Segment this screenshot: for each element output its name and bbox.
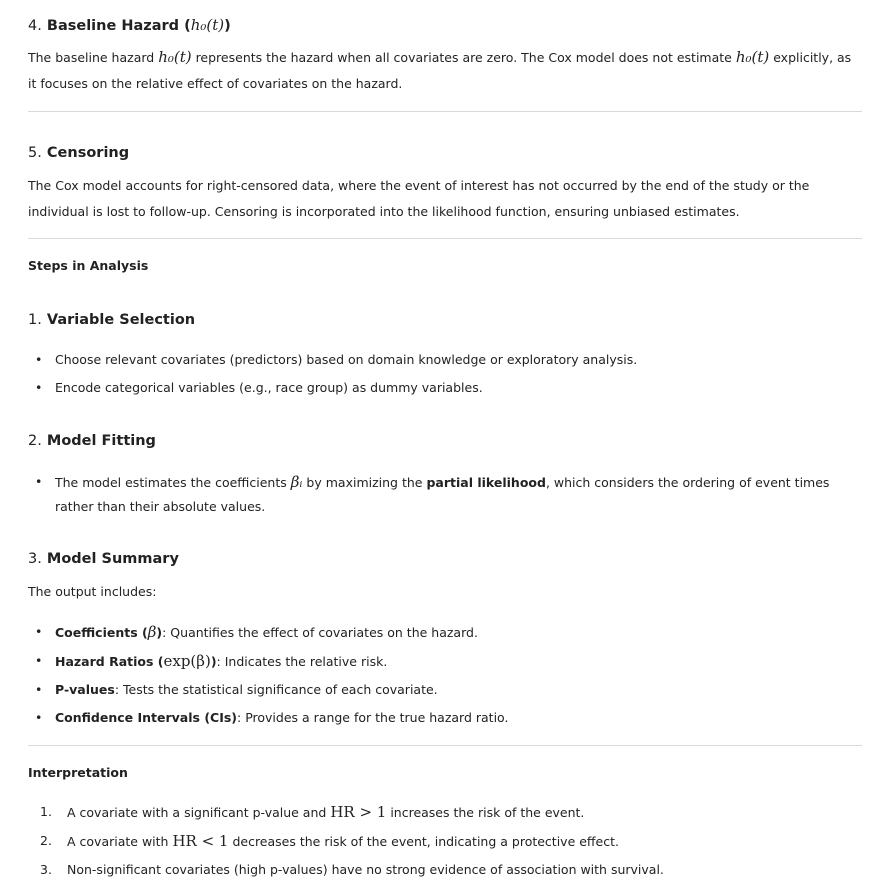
section-heading-baseline-hazard: 4. Baseline Hazard (h₀(t)) (28, 16, 231, 34)
list-item: • Choose relevant covariates (predictors) based on domain knowledge or exploratory analysis. (28, 346, 862, 374)
censoring-paragraph: The Cox model accounts for right-censored data, where the event of interest has not occurred by the end of the study or the individual is lost to follow-up. Censoring is incorporated into the likelihood function, ensuring unbiased estimates. (28, 178, 810, 219)
steps-heading: Steps in Analysis (28, 258, 149, 273)
list-item: • The model estimates the coefficients βᵢ by maximizing the partial likelihood, which considers the ordering of event times rather than their absolute values. (28, 470, 862, 519)
list-item: 2. A covariate with HR < 1 decreases the risk of the event, indicating a protective effect. (40, 832, 619, 850)
list-item: • Coefficients (β): Quantifies the effect of covariates on the hazard. (28, 618, 862, 647)
step-heading-model-fitting: 2. Model Fitting (28, 433, 156, 449)
model-fitting-list (28, 470, 862, 519)
step-heading-variable-selection: 1. Variable Selection (28, 312, 196, 328)
step-heading-model-summary: 3. Model Summary (28, 551, 179, 567)
section-heading-censoring: 5. Censoring (28, 145, 130, 161)
model-summary-intro: The output includes: (28, 584, 157, 599)
interpretation-list (40, 798, 874, 884)
list-item: 3. Non-significant covariates (high p-values) have no strong evidence of association with survival. (40, 862, 664, 877)
list-item: • Hazard Ratios (exp(β)): Indicates the relative risk. (28, 647, 862, 676)
divider (28, 111, 862, 112)
baseline-hazard-paragraph: The baseline hazard h₀(t) represents the hazard when all covariates are zero. The Cox model does not estimate h₀(t) explicitly, as it focuses on the relative effect of covariates on the hazard. (28, 48, 852, 91)
divider (28, 745, 862, 746)
interpretation-heading: Interpretation (28, 765, 128, 780)
model-summary-list (28, 618, 862, 732)
list-item: • Confidence Intervals (CIs): Provides a range for the true hazard ratio. (28, 704, 862, 732)
list-item: 1. A covariate with a significant p-value and HR > 1 increases the risk of the event. (40, 803, 585, 821)
divider (28, 238, 862, 239)
variable-selection-list (28, 346, 862, 402)
list-item: • P-values: Tests the statistical significance of each covariate. (28, 676, 862, 704)
list-item: • Encode categorical variables (e.g., race group) as dummy variables. (28, 374, 862, 402)
